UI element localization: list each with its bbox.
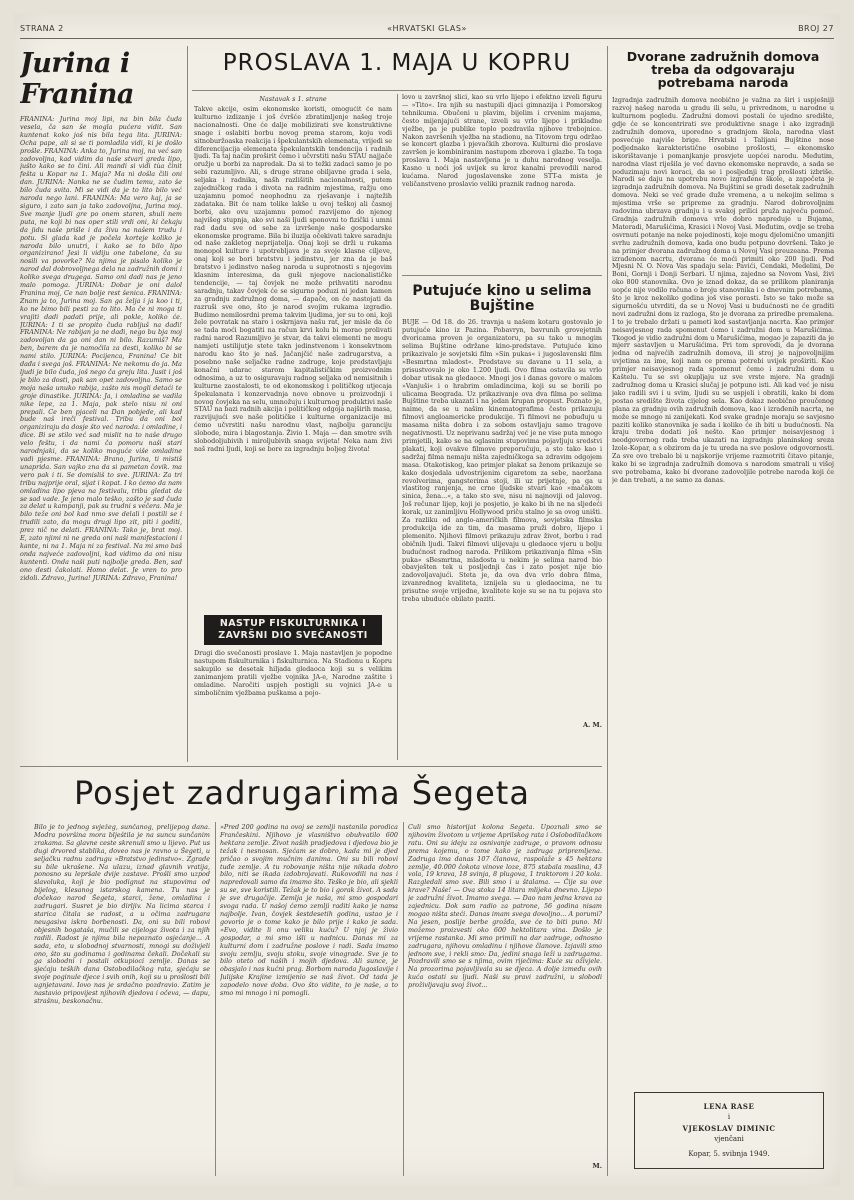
section-rule [402,275,602,276]
column-rule [215,822,216,1176]
posjet-body-3: Čuli smo historijat kolona Šegeta. Upoznali smo se njihovim životom u vrijeme Aprilskog rata i Oslobodilačkom ratu. Oni su ideju za osnivanje zadruge, o pravom odnosu prema kojemu, o tome kako je zadruga pripremljena. Zadruga ima danas 107 članova, raspolaže s 45 hektara zemlje, 40.000 čokota vinove loze, 875 stabala maslina, 43 vola, 19 krava, 18 svinja, 8 plugova, 1 traktorom i 20 kola. Razgledali smo sve. Bili smo i u štalama. — Čije su ove krave? Naše! — Ova stoka 14 litara mlijeka dnevno. Lijepo je zadružni život. Imamo svega. — Dao nam jedna krava za zajednicu. Dok sam radio za patrone, 56 godina nisam mogao ništa steći. Danas imam svega dovoljno... A porumi? Na jesen, poslije berbe grožđa, sve će to biti puno. Mi možemo proizvesti oko 600 hektolitara vina. Došlo je vrijeme rastanka. Mi smo primili na dar zadruge, odnosno zadrugara, njihovu omladinu i njihove članove. Izjavili smo jednom sve, i rekli smo: Da, jedini snaga leži u zadrugama. Pozdravili smo se s njima, ovim riječima: Kuće su oživjele. Na prozorima pojavljivala su se djeca. A dolje između ovih kuća ostati su ljudi. Naši su pravi zadružni, u slobodi proživljavaju svoj život... [408,824,602,990]
putujuce-body: BUJE — Od 18. do 26. travnja u našem kotaru gostovalo je putujuće kino iz Pazina. Pobavryn, bavrunih grovejetnih dvoricama proven je organizatoru, pa su tako u mnogim selima Bujštine održane kino-predstave. Putujuće kino prikazivalo je sovjetski film »Sin pukas« i jugoslavenski film »Besmrtna mladost«. Predstave su davane u 11 sela, a prisustvovalo je oko 1.200 ljudi. Ovo filma ostavila su vrlo dobar utisak na gledaoce. Mnogi jos i danas govore o malom »Vanjuši« i o hrabrim omladincima, koji su se borili po ulicama Beograda. Uz prikazivanje ova dva filma po selima Bujštine treba ukazati i na jedan krupan propust. Poznato je, naime, da se u našim kinematografima često prikazuju filmovi angloamericke produkcije. Ti filmovi ne pobuđuju u masama ništa dobra i za sobom ostavljaju samo tragove negativnosti. Uz neprivanu sadržaj već je ne vise puta mnogo primjetili, kako se na oglasnim stupovima pojavljuju sredstvi plakati, koji ovakve filmove preporučuju, a sto tako kao i sadržaj filma nemaju ništa zajedničkoga sa zdravim odgojem masa. Otakotiskog, kao primjer plakat sa ženom prikazuje se kako dosjedala udvostrijenim cigaretom za sebe, naoržana revolverima, gangsterima stoji, ili uz prijetnje, pa ga u vlastitog ranjenja, ne crne ljudske stvari kao »mačakom sinica, žena...«, a tako sto sve, nisu ni najnoviji od jalovog. Još rečunar lijep, koji je posjetio, je kako bi ih ne na sljedeći korak, uz zanimljivu Hollywood priču stalno je sa ovog uništi. Za razliku od anglo-američkih filmova, sovjetska filmska produkcija ide za tim, da masama pruži dobro, lijepo i plemenito. Njihovi filmovi prikazuju zdrav život, borbu i rad običnih ljudi. Takvi filmovi ulijevaju u gledaoce vjeru u bolju budućnost radnog naroda. Prilikom prikazivanja filma »Sin puka« sBesmrtna, mladosta u nekim je selima narod bio obavješten tek u posljednji čas i zato posjet nije bio zadovoljavajući. Stetа je, da ova dva vrlo dobra filma, izvanrednog kvaliteta, iznijela su u gledaocima, ne tu prisutne svoje vrijedne, kvalitete koje su se na tu pojava sto treba ubuduće obilato paziti. [402,319,602,604]
posjet-signature: M. [592,1162,602,1170]
notice-groom: VJEKOSLAV DIMINIC [682,1124,776,1133]
section-rule [20,766,602,767]
nastup-body: Drugi dio svečanosti proslave 1. Maja nastavljen je popodne nastupom fiskulturnika i fiskulturnica. Na Stadionu u Kopru sakupilo se desetak hiljada gledaoca koji su s velikim zanimanjem pratili vježbe vojnika JA-e, Narodne zaštite i omladine. Naročiti uspjeh postigli su vojnici JA-e u simboličnim vježbama puškama a pojo- [194,649,392,697]
column-rule [403,822,404,1176]
notice-place-date: Kopar, 5. svibnja 1949. [688,1150,770,1158]
column-rule [187,46,188,762]
proslava-body-2: lovo u završnoj slici, kao su vrlo lijepo i efektno izveli figuru — »Tito«. Ira njih su nastupili djaci gimnazija i Pomorskog tehnikuma. Obučeni u plavim, bijelim i crvenim majama, često mijenjajući strane, izveli su vrlo lijepo i prikladne vježbe, pa je publike toplo pozdravila njihove trebojnice. Nakon završenih vježba na stadionu, na Titovom trgu održao se koncert glazba i pjevačkih zborova. Kulturni dio proslave završen je kombiniranim nastupom zborova i glazbe. Ta toga proslava 1. Maja nastavljena je u duhu narodnog veselja. Kasno u noći još uvijek su kroz kanalni prevođili narod kućama. Narod jugoslavenske zone STT-a mista je veličanstveno proslavio veliki praznik radnog naroda. [402,94,602,188]
posjet-column-3 [408,824,602,1174]
proslava-body-1: Takve akcije, osim ekonomske koristi, omogućit će nam kulturno izdizanje i još ćvršće zbratimljenje našeg troje nacionalnosti. One će dalje mobilizirati sve konstruktivne snage i oslabiti borbu novog prema starom, koju vodi sitnoburžoaska reakcija i špekulantskih elemenata, vrijedi se diferencijacija elemenata špekulantskih tendencija i radnih ljudi. Ta taj način proširit ćemo i učvrstiti našu STAU najjače oružje u borbi za napredak. Da si to težki zadaci samo je po sebi razumljivo. Ali, s druge strane obiljavne grada i sela, seljaka i radnika, našh razlišitih nacionalnosti, putem zajedničkog rada i divota na radnim mjestima, ražju ono uzajamnu pomoć neophodnu za rješavanje i najtežih zadataka. Bit će nam tolike lakše u ovoj teškoj ali časnoj borbi, ako ovu uzajamnu pomoć razvijemo do njenog najvišeg stupnja, ako svi naši ljudi sponovni to fizički i umni rad dadu sve od sebe za izvršenje naše gospodarske ekonomske programe. Bila bi iluzija očekivati takve saradnju od naše zakletog neprijatelja. Onaj koji se drži u rukama monopol kulture i upotrebljava je za svoje klasne ciljeve, onaj koji se bori bratstvu i jedinstvu, jer zna da je baš bratstvo i jedinstvo našeg naroda u suprotnosti s njegovim klasnim interesima, da guši njegove nacionalističke tendencije, — taj čovjek ne može prihvatiti narodnu saradnju, takav čovjek će se sigurno poduzi ni jedan kamen za gradnju zadružnog doma, — dapače, on će nastojati da razruši sve ono, što je narod svojim rukama izgradio. Budimo nemilosrdni prema takvim ljudima, jer su to oni, koji žele povratak na staro i oskrnjava našu rat, jer misle da će se tada moći bogatiti na račun krvi kolu bi morao prolivati radni narod Razumljivo je stvar, da takvi elementi ne mogu namjeti ustilijutje stete takn jedinstvenom i konsekvtnom narodu kao što je naš. Jačanjčić naše zadrugarstva, a posebno naše seljačke radne zadruge, koje predstavljaju konačni udarac starom kapitalističkim proizvodnim odnosima, a uz to osiguravaju radnog seljaka od nemisitnih i kulturne zaostalosti, te od ekonomskog i političkog utjecaja špekulanata i konzervadnja nove obnove u proizvodnji i novog čovjeka na selu, umnožuju i kulturnog produktivi naše STAU na bazi radnih akcija i političkog odgoja najširih masa, razvijujući sve naše političke i kulturne organizacije mi ćemo učvrstiti našu narodnu vlast, najbolju garanciju slobode, mira i blagostanja. Živio 1. Maja — dan smotre svih slobodoljubivih i miroljubivih snaga svijeta! Neka nam živi naš radni ljudi, koji se bore za izgradnju boljeg života! [194,106,392,453]
proslava-title: PROSLAVA 1. MAJA U KOPRU [222,50,572,76]
newspaper-page [14,14,840,1186]
column-rule [397,94,398,760]
jurina-article [20,48,182,758]
dvorane-article [612,50,834,780]
notice-married: vjenčani [714,1135,744,1143]
proslava-column-2 [402,94,602,762]
notice-and: i [727,1113,731,1121]
dvorane-body: Izgradnja zadružnih domova neobično je važna za širi i uspješniji razvoj našeg naroda u gradu ili selu, u privrednom, u narodne u kulturnom pogledu. Zadružni domovi postali će ujedno središte, gdje će se koncentrirati sve produktivne snage i ako izgradnji zadružnih domova, uporedno s gradnjom škola, narodna vlast posvećuje najviše brige. Hrvatski i Talijani Bujštine nose podjednako karakteristične osobine prošlosti, — ekonomsko iskorištavanje i pomanjkanje prosvjete uopćei narodu. Međutim, narodna vlast riješila je već davno ekonomske nepravde, a sada se poduzimaju novi koraci, da se i posljednji trag prošlosti izbriše. Narodi se daju na upotrebu novo izgrađene škole, a započeta je izgradnja zadružnih domova. Na Bujštini se gradi desetak zadružnih domova. Neki se već grade duže vremena, a u nekojim selima s mjestima vrše se pripreme za gradnju. Narod dobrovoljnim radovima ubrzava gradnju i u svakoj prilici pruža najveću pomoć. Gradnja zadružnih domova vrlo dobro napreduje u Bujama, Materadi, Marušićima, Krasici i Novoj Vasi. Međutim, ovdje se treba osvrnuti potanje na neke pojedinosti, koje mogu djelomično umanjiti svrhu zadružnih domova, kada ono budu potpuno dovršeni. Tako je na primjer dvorana zadružnog doma u Novoj Vasi preuzeana. Prema izrađenom nacrtu, dvorana će moći primiti oko 200 ljudi. Pod Mjesni N. O. Nova Vas spadaju sela: Pavići, Cendaki, Medelini, De Boni, Gornji i Donji Serbari. U njima, zajedno sa Novom Vasi, živi oko 800 stanovnika. Ovo je iznad dokaz, da se prilikom planiranja uopće nije vodilo računa o broju stanovnika i o dnevnim potrebama, što je kroz nekoliko godina još vise porasti. Isto se tako može sa sigurnošću utvrditi, da se u Novoj Vasi u budućnosti ne će graditi novi zadružni dom iz razloga, što je dvorana za priredbe premalena. I to je trebalo držati u pameti kod sastavljanja nacrta. Kao primjer neisavjesnog rada spomenut ćemo i zadružni dom u Marušićima. Tkogod je vidio zadružni dom u Marušićima, mogao je zapaziti da je mjerr sastavljen u Marušićima. Pri tom sprovodi, da je dvorana jedna od najvećih zadružnih domova, ili stroj je najpovoljnijim uvjetima za ime, koji nam ce prema potrebi uvijek proširiti. Kao primjer neisavjesnog rada spomenut ćemo i zadružni dom u Kaštelu. Tu se svi okupljaju uz sve vrste mjere. Na gradnji zadružnog doma u Krasici slučaj je potpuno isti. Ali kad već je nisu jako radili svi i u svim, ljudi su se uspjeli i obratili, kako bi dom postao središte života cijelog sela. Kao dokaz neobično proučenog plana za gradnju ovih zadružnih domova, kao i izrađenih nacrta, ne može se mnogo ni zanijekati. Kod svake gradnje moraju se savjesno paziti koliko stanovnika je sada i koliko će ih biti u budućnosti. Na kraju treba dodati još nešto. Kao primjer neisavjesnog i neodgovornog rada treba ukazati na izgradnju planinskog sreza Izole-Kopar, a s obzirom da je tu ureda na sve poslove odgovornosti. Za sve ovo trebalo bi u najskorije vrijeme razmotriti čitavo pitanje, kako bi se izgradnja zadružnih domova s narodom smatrali u višoj sve potrebama, kako bi dvorane zadovoljile potrebe naroda koji će je dan trebati, a ne samo za danas. [612,97,834,484]
jurina-title: Jurina i Franina [20,48,134,110]
notice-bride: LENA RASE [703,1102,755,1111]
dvorane-title: Dvorane zadružnih domova treba da odgovaraju potrebama naroda [626,50,820,91]
proslava-subtitle: Nastavak s 1. strane [259,95,327,103]
dvorane-continued [612,784,834,1014]
nastup-banner [204,615,382,645]
posjet-body-2: »Pred 200 godina na ovoj se zemlji nastanila porodica Frančeskini. Njihovo je vlasništvo obuhvatilo 600 hektara zemlje. Život naših pradjedova i djedova bio je težak i nesnosan. Sjećam se dobro, kada mi je djed pričao o svojim mučnim danima. Oni su bili robovi tuđe zemlje. A tu robovanje ništa nije nikada dobro bilo, niti se ikada izdobrojavati. Rukovodili na nas i napredovali samo da imamo što. Teško je bio, ali sjekli su se, sve koristili. Težak je to bio i gorak život. A sada je sve drugačije. Zemlja je naša, mi smo gospodari svoga rada. U našoj ćemo zemlji raditi kako je nama najbolje. Ivan, čovjek šestdesetih godina, ustao je i govorio je o tome kako je bilo prije i kako je sada. »Evo, vidite li onu veliku kuću? U njoj je živio gospodar, a mi smo išli u nadnicu. Danas mi za kulturni dom i zadružne poslove i radi. Sada imamo svoju zemlju, svoju stoku, svoje vinograde. Sve je to bilo oteto od naših i mojih djedova. Ali sunce, je obasjalo i nas kućni prag. Borbom naroda Jugoslavije i Julijske Krajine izmijenio se naš život. Od tada je zapodelo nove doba. Ovo što vidite, to je naše, a to smo mi mnogo i ni pomogli. [220,824,398,998]
proslava-column-1 [194,92,392,760]
nastup-title: NASTUP FISKULTURNIKA I ZAVRŠNI DIO SVEČANOSTI [204,615,382,645]
jurina-body: FRANINA: Jurina moj lipi, na bin bila čuda vesela, ča san še mogla pućera vidit. San kuntenat koko još nis bila tega lita. JURINA: Ocha pape, ali si se ti pomladila vidi, ki je došlo prošle. FRANINA: Anka to, Jurina moj, na već san zadovoljna, kad vidim da naše stvari greda lipo, jušto kako se to čini. Ali mandi si vidi tùa činit fešta u Kopar na 1. Maja? Ma ni došla čili oni dan. JURINA: Nanka ne se čudim temu, zato še bilo čuda svita. Mi se vidi da je to lito bilo već naroda nego lani. FRANINA: Ma vero kaj, ja se siguro, i zato san ja tako zadovoljna, Jurina moj. Sve manje ljudi gre po onem staren, shuli nem puta, ne koji bi nas oper stili vrdi oni, ki čekaju da jidu naše prišle i da živu na našem trudu i potu. Si glada kad je počela korteje koliko je naroda bilo unutri, i kako se to bilo lipo organizirano! Jesi li vidiju one tabelone, ča su nosili va povorke? Na njima je pisalo koliko je narod dal dobrovoljnega dela na zadružnih domi i koliko svega drugega. Samo oni dadi nas je jeno malo pomoga. JURINA: Dobar je oni dalol Franina moj, Ce nan bolje rest šenica. FRANINA: Znam ja to, Jurina moj. San ga želja i ja koo i ti, ko ne bimo bili pesti za to lito. Ma če ni moga ti vrajiti dadi padati prije, ali pokle, koliko će. JURINA: I ti se propito čuda rabljuš na dađi! FRANINA: Ne rabijan ja ne dađi, nego bu bja moj zadovoljan da ga oni dan ni bilo. Razumiš? Ma ben, barem da je namočila za desti, koliko bi se nami stilo. JURINA: Pocijenca, Franina! Ce bit dađa i svega još. FRANINA: Ne nekomu do ja. Ma ljudi je bilo čuda, još nego ča greju lita. Jusit i još je bilo za dosti, pak san opet zadovoljna. Samo se moja naša unuko rabija, zašto nis mogli detaći te groje dinastike. JURINA: Ja, i omladina se vadila nike lepe, za 1. Maja, pak stelo nisu ni oni prepali. Ce ben pjaceli na Dan pobjede, ali kad bude naš ireči festival. Tribu da oni bol organiziraju da dosje što već naroda. i omladine, i dice. Bi se stilo već sad mislit na to naše drugo velo feštu, i da nami ča pomoru naši stari narodnjaki, da se koliko moguće više omladine vadi pjesme. FRANINA: Brano, Jurina, ti mistiš unaprida. San vajko zna da si pametan čovik. ma vero pak i ti. Se domisliš to sve. JURINA: Za tri tribu najprije oral, sijat i kopat. I ko ćemo da nam omladina lipo pjeva na festivalu, tribu gledat da se sad vade. Je jeno malo teško, zašto je sad čuda za delat u kampanji, pak su trudni s večera. Ma je bilo teže oni bol kad nmo sve delali i postili se i trudili zato, da mogu drugi lipo zit, piti i goditi, prez nič ne delati. FRANINA: Tako je, brat moj. E, zato njimi ni ne greda oni naši manifestacioni i kante, ni na 1. Maja ni za festival. Na mi smo baš onda najveće zadovoljni, kad vidimo da oni nisu kuntenti. Onda naši puti najbolje greda. Ben, sad ono desti čakolati. Homo delat. Je vren to pro zidoli. Zdravo, Jurina! JURINA: Zdravo, Franina! [20,115,182,582]
proslava-header [192,50,602,90]
issue-number: BROJ 27 [798,24,834,33]
title-rule [192,90,602,91]
dvorane-body-cont [612,784,834,1014]
putujuce-title: Putujuće kino u selima Bujštine [412,283,592,314]
column-rule [607,46,608,1176]
posjet-title: Posjet zadrugarima Šegeta [74,774,530,812]
posjet-column-2 [220,824,398,1174]
running-head [20,24,834,39]
page-number-label: STRANA 2 [20,24,64,33]
masthead-name: «HRVATSKI GLAS» [387,24,467,33]
posjet-column-1 [34,824,210,1174]
posjet-header [74,774,594,816]
wedding-notice [634,1092,824,1169]
posjet-body-1: Bilo je to jednog svježeg, sunčanog, prelijepog dana. Modra površina mora blještila je na suncu sunčanim zrakama. Sa glavne ceste skrenuli smo u lijevo. Put us dugi drvored stablika, doveo nas je ravno u Šegeti, u seljačku radnu zadrugu »Bratstvo jedinstvo«. Zgrade su bile ukrašene. Na ulazu, iznad glavnih vratija, ponosno su lepršale dvije zastave. Prošli smo uzpod slavoluka, koji je bio podignut na stupovima od bijelog, klesanog istarskog kamena. Tu nas je dočekao narod Šegeta, starci, žene, omladina i zadrugari. Susret je bio dirljiv. Na licima starca i starica čitala se radost, a u očima zadrugara neugasiva iskra borbenosti. Da, oni su bili robovi objesnih bogataša, mučili se cijeloga života i za njih radili. Radost je njima bila nepoznato osjećanje... A sada, eto, u slobodnoj stvarnosti, mnogi su doživjeli ono, što su godinama i godinama čekali. Dočekali su ga slobodni i postali otkupioci zemlje. Danas se sjećaju teških dana Ostobodilačkog rata, sjećaju se svoje poginule djece i svih onih, koji su u prošlosti bili ugnjetavani. Iovo nas je srdačno pozdravio. Zatim je nastavio pripovijest njihovih djedova i očeva, — dapu, strašnu, beskonačnu. [34,824,210,1005]
putujuce-signature: A. M. [582,721,602,730]
